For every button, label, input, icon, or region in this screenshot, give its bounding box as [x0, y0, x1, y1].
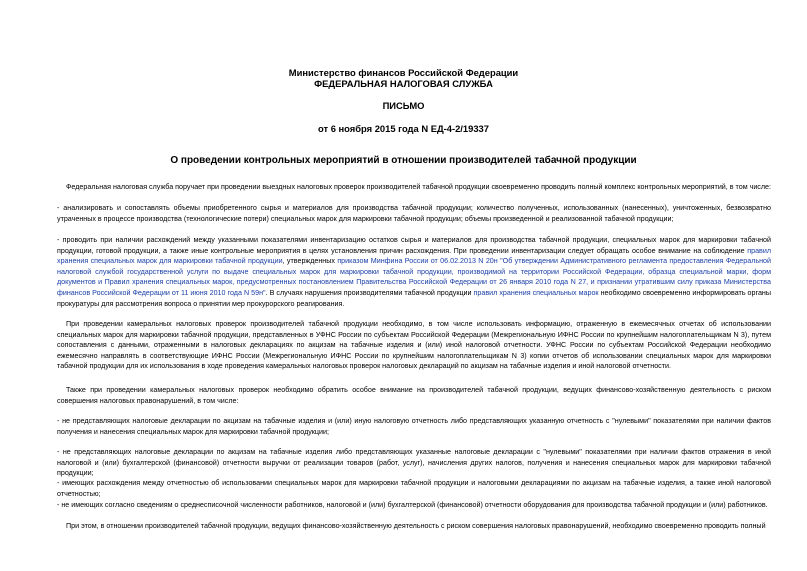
- paragraph-inventory-text-1: - проводить при наличии расхождений между указанными показателями инвентаризацию остатков сырья и материалов для производства табачной продукции, специальных марок для маркировки табачной продукции, готовой продукции, а также иные контрольные мероприятия в целях установления причин расхождения. При проведении инвентаризации следует обращать особое внимание на соблюдение: [57, 236, 771, 255]
- paragraph-desk-audit: При проведении камеральных налоговых проверок производителей табачной продукции необходимо, в том числе использовать информацию, отраженную в ежемесячных отчетах об использовании специальных марок для маркировки табачной продукции, представленных в УФНС России по субъектам Российской Федерации (Межрегиональную ИФНС России по крупнейшим налогоплательщикам N 3), путем сопоставления с данными, отраженными в налоговых декларациях по акцизам на табачные изделия и (или) иной налоговой отчетности. УФНС России по субъектам Российской Федерации необходимо ежемесячно направлять в соответствующие ИФНС России (Межрегиональную ИФНС России по крупнейшим налогоплательщикам N 3) копии отчетов об использовании специальных марок для маркировки табачной продукции для их использования в ходе проведения камеральных налоговых проверок налоговых деклараций по акцизам на табачные изделия и иной налоговой отчетности.: [57, 320, 771, 371]
- paragraph-analyze: - анализировать и сопоставлять объемы приобретенного сырья и материалов для производства табачной продукции; количество полученных, использованных (нанесенных), уничтоженных, безвозвратно утраченных в процессе производства (технологические потери) специальных марок для маркировки табачной продукции; объемы произведенной и реализованной табачной продукции;: [57, 204, 771, 223]
- link-minfin-order[interactable]: приказом Минфина России от 06.02.2013 N 20н "Об утверждении Административного регламента предоставления Федеральной налоговой службой государственной услуги по выдаче специальных марок для маркировки табачной продукции, производимой на территории Российской Федерации, образца специальной марки, форм документов и Правил хранения специальных марок, предусмотренных постановлением Правительства Российской Федерации от 26 января 2010 года N 27, и признании утратившим силу приказа Министерства финансов Российской Федерации от 11 июня 2010 года N 59н": [57, 257, 771, 297]
- paragraph-inventory-text-4: необходимо своевременно информировать органы прокуратуры для рассмотрения вопроса о принятии мер прокурорского реагирования.: [57, 288, 771, 308]
- paragraph-inventory: [57, 235, 771, 309]
- paragraph-inventory-text-3: . В случаях нарушения производителями табачной продукции: [265, 288, 474, 297]
- ministry-heading: Министерство финансов Российской Федерации: [288, 67, 519, 78]
- paragraph-special-attention: Также при проведении камеральных налоговых проверок необходимо обратить особое внимание на производителей табачной продукции, ведущих финансово-хозяйственную деятельность с риском совершения налоговых правонарушений, в том числе:: [57, 386, 771, 405]
- paragraph-conclusion: При этом, в отношении производителей табачной продукции, ведущих финансово-хозяйственную деятельность с риском совершения налоговых правонарушений, необходимо своевременно проводить полный: [66, 522, 766, 530]
- document-type: ПИСЬМО: [382, 100, 425, 111]
- paragraph-no-declarations: - не представляющих налоговые декларации по акцизам на табачные изделия и (или) иную налоговую отчетность либо представляющих указанную отчетность с "нулевыми" показателями при наличии фактов получения и нанесения специальных марок для маркировки табачной продукции;: [57, 417, 771, 436]
- document-subject: О проведении контрольных мероприятий в отношении производителей табачной продукции: [170, 155, 637, 166]
- service-heading: ФЕДЕРАЛЬНАЯ НАЛОГОВАЯ СЛУЖБА: [314, 78, 493, 89]
- paragraph-zero-declarations: - не представляющих налоговые декларации по акцизам на табачные изделия либо представляющих указанные налоговые декларации с "нулевыми" показателями при наличии фактов отражения в иной налоговой и (или) бухгалтерской (финансовой) отчетности выручки от реализации товаров (работ, услуг), начисления других налогов, получения и нанесения специальных марок для маркировки табачной продукции;: [57, 448, 771, 478]
- paragraph-inventory-text-2: , утвержденных: [282, 257, 338, 266]
- paragraph-intro: Федеральная налоговая служба поручает при проведении выездных налоговых проверок производителей табачной продукции своевременно проводить полный комплекс контрольных мероприятий, в том числе:: [66, 183, 771, 191]
- paragraph-no-equipment: - не имеющих согласно сведениям о среднесписочной численности работников, налоговой и (или) бухгалтерской (финансовой) отчетности оборудования для производства табачной продукции и (или) работников.: [57, 501, 768, 509]
- link-storage-rules-2[interactable]: правил хранения специальных марок: [473, 288, 599, 297]
- link-storage-rules[interactable]: правил хранения специальных марок для маркировки табачной продукции: [57, 246, 771, 266]
- paragraph-discrepancies: - имеющих расхождения между отчетностью об использовании специальных марок для маркировки табачной продукции и налоговыми декларациями по акцизам на табачные изделия, а также иной налоговой отчетностью;: [57, 479, 771, 498]
- document-date-number: от 6 ноября 2015 года N ЕД-4-2/19337: [318, 123, 489, 134]
